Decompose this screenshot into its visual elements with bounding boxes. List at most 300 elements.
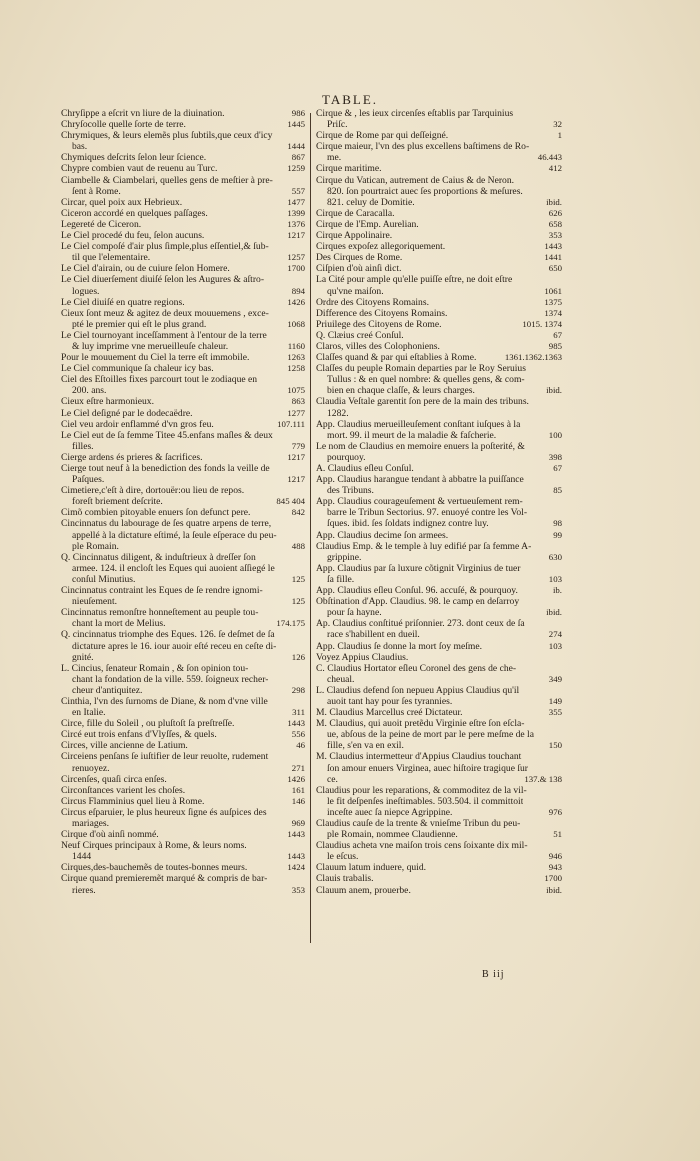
entry-text: Le nom de Claudius en memoire enuers la poſterité, & bbox=[316, 440, 525, 452]
index-entry bbox=[316, 685, 562, 707]
page-reference: 1068 bbox=[287, 318, 305, 329]
entry-text: Tullus : & en quel nombre: & quelles gens, & com- bbox=[327, 374, 525, 386]
index-entry bbox=[61, 230, 305, 241]
entry-text: Ciſpien d'où ainſi dict. bbox=[316, 263, 402, 275]
index-entry bbox=[61, 607, 305, 629]
entry-text: 200. ans. bbox=[72, 385, 107, 397]
index-entry bbox=[61, 718, 305, 729]
entry-text: pourquoy. bbox=[327, 451, 366, 463]
page-reference: 1441 bbox=[544, 252, 562, 263]
page-reference: 98 bbox=[553, 518, 562, 529]
entry-text: logues. bbox=[72, 285, 100, 297]
entry-text: Claudius pour les reparations, & commoditez de la vil- bbox=[316, 784, 527, 796]
entry-text: App. Claudius par ſa luxure cõtignit Virginius de tuer bbox=[316, 562, 521, 574]
index-entry bbox=[316, 641, 562, 652]
page-reference: 1445 bbox=[287, 119, 305, 130]
index-entry bbox=[316, 873, 562, 884]
entry-text: Le Ciel d'airain, ou de cuiure ſelon Homere. bbox=[61, 263, 230, 275]
index-entry bbox=[61, 274, 305, 296]
index-entry bbox=[316, 585, 562, 596]
index-entry bbox=[316, 308, 562, 319]
entry-text: Circus eſparuier, le plus heureux ſigne és auſpices des bbox=[61, 806, 267, 818]
index-entry bbox=[316, 363, 562, 396]
entry-text: Le Ciel diuiſé en quatre regions. bbox=[61, 296, 185, 308]
page-reference: 298 bbox=[291, 684, 305, 695]
entry-text: Difference des Citoyens Romains. bbox=[316, 307, 448, 319]
index-entry bbox=[61, 175, 305, 197]
entry-text: La Cité pour ample qu'elle puiſſe eſtre, ne doit eſtre bbox=[316, 274, 513, 286]
entry-text: ple Romain, nommee Claudienne. bbox=[327, 829, 458, 841]
index-entry bbox=[61, 696, 305, 718]
page-reference: 1424 bbox=[287, 862, 305, 873]
index-entry bbox=[61, 785, 305, 796]
entry-text: Ciambelle & Ciambelari, quelles gens de meſtier à pre- bbox=[61, 174, 273, 186]
index-entry bbox=[61, 396, 305, 407]
entry-text: App. Claudius merueilleuſement conſtant iuſques à la bbox=[316, 418, 521, 430]
entry-text: Cieux eſtre harmonieux. bbox=[61, 396, 154, 408]
index-entry bbox=[61, 330, 305, 352]
page-reference: 100 bbox=[548, 429, 562, 440]
page-reference: 355 bbox=[548, 707, 562, 718]
page-reference: 1376 bbox=[287, 218, 305, 229]
entry-text: Circonſtances varient les choſes. bbox=[61, 784, 186, 796]
entry-text: Le Ciel tournoyant inceſſamment à l'entour de la terre bbox=[61, 329, 267, 341]
entry-text: filles. bbox=[72, 440, 94, 452]
index-entry bbox=[61, 485, 305, 507]
index-entry bbox=[61, 774, 305, 785]
index-entry bbox=[316, 130, 562, 141]
entry-text: le fit deſpenſes ineſtimables. 503.504. il committoit bbox=[327, 795, 524, 807]
entry-text: Cirque de Caracalla. bbox=[316, 207, 395, 219]
index-entry bbox=[61, 430, 305, 452]
entry-text: Claudius acheta vne maiſon trois cens ſoixante dix mil- bbox=[316, 840, 528, 852]
entry-text: Cirque Appolinaire. bbox=[316, 230, 393, 242]
entry-text: ſques. ibid. ſes ſoldats indignez contre luy. bbox=[327, 518, 489, 530]
index-entry bbox=[61, 374, 305, 396]
index-entry bbox=[316, 785, 562, 818]
entry-text: M. Claudius Marcellus creé Dictateur. bbox=[316, 707, 463, 719]
page-reference: 349 bbox=[548, 673, 562, 684]
entry-text: til que l'elementaire. bbox=[72, 252, 151, 264]
page-reference: 103 bbox=[548, 573, 562, 584]
index-entry bbox=[316, 885, 562, 896]
page-reference: ibid. bbox=[546, 385, 562, 396]
entry-text: dictature apres le 16. iour auoir eſté receu en ceſte di- bbox=[72, 640, 277, 652]
page-reference: 1217 bbox=[287, 451, 305, 462]
entry-text: ple Romain. bbox=[72, 540, 119, 552]
entry-text: renuoyez. bbox=[72, 762, 110, 774]
entry-text: Q. Clæius creé Conſul. bbox=[316, 329, 404, 341]
page-reference: 412 bbox=[548, 163, 562, 174]
index-entry bbox=[316, 163, 562, 174]
page-reference: 271 bbox=[291, 762, 305, 773]
entry-text: Cirque maieur, l'vn des plus excellens baſtimens de Ro- bbox=[316, 141, 530, 153]
page-reference: 1477 bbox=[287, 196, 305, 207]
page-reference: 557 bbox=[291, 185, 305, 196]
entry-text: Cierge tout neuf à la benediction des fonds la veille de bbox=[61, 463, 270, 474]
index-entry bbox=[316, 463, 562, 474]
entry-text: Cincinnatus contraint les Eques de ſe rendre ignomi- bbox=[61, 585, 263, 597]
index-entry bbox=[316, 663, 562, 685]
entry-text: Cirques expoſez allegoriquement. bbox=[316, 241, 446, 253]
index-entry bbox=[316, 541, 562, 563]
entry-text: Ordre des Citoyens Romains. bbox=[316, 296, 429, 308]
entry-text: App. Claudius ſe donne la mort ſoy meſme. bbox=[316, 640, 482, 652]
page-reference: 867 bbox=[291, 152, 305, 163]
entry-text: ce. bbox=[327, 773, 338, 785]
index-entry bbox=[61, 729, 305, 740]
column-divider bbox=[310, 113, 311, 943]
page-reference: 149 bbox=[548, 695, 562, 706]
entry-text: Cirques,des-bauchemẽs de toutes-bonnes meurs. bbox=[61, 862, 248, 874]
right-column bbox=[316, 108, 562, 896]
page-reference: ib. bbox=[552, 585, 562, 596]
index-entry bbox=[316, 496, 562, 529]
page-reference: 1700 bbox=[544, 873, 562, 884]
page-reference: 146 bbox=[291, 795, 305, 806]
page-reference: 1263 bbox=[287, 352, 305, 363]
page-reference: 353 bbox=[291, 884, 305, 895]
index-entry bbox=[316, 618, 562, 640]
index-entry bbox=[316, 141, 562, 163]
index-entry bbox=[316, 241, 562, 252]
page-reference: 353 bbox=[548, 230, 562, 241]
page-reference: 1426 bbox=[287, 296, 305, 307]
page-reference: 842 bbox=[291, 507, 305, 518]
entry-text: armee. 124. il encloſt les Eques qui auoient aſſiegé le bbox=[72, 562, 275, 574]
entry-text: Claſſes quand & par qui eſtablies à Rome. bbox=[316, 352, 477, 364]
entry-text: Neuf Cirques principaux à Rome, & leurs noms. bbox=[61, 840, 247, 852]
page-reference: 398 bbox=[548, 451, 562, 462]
entry-text: en Italie. bbox=[72, 707, 106, 719]
index-entry bbox=[316, 474, 562, 496]
index-entry bbox=[316, 352, 562, 363]
index-entry bbox=[61, 585, 305, 607]
entry-text: fille, s'en va en exil. bbox=[327, 740, 404, 752]
page-reference: 1375 bbox=[544, 296, 562, 307]
index-entry bbox=[316, 274, 562, 296]
page-reference: 1258 bbox=[287, 363, 305, 374]
entry-text: pour ſa hayne. bbox=[327, 607, 382, 619]
entry-text: ue, abſous de la peine de mort par le pere meſme de la bbox=[327, 729, 534, 741]
entry-text: Ap. Claudius conſtitué priſonnier. 273. dont ceux de ſa bbox=[316, 618, 525, 630]
index-entry bbox=[61, 463, 305, 485]
page-reference: 1700 bbox=[287, 263, 305, 274]
index-entry bbox=[61, 263, 305, 274]
page-reference: 943 bbox=[548, 862, 562, 873]
page-reference: 969 bbox=[291, 818, 305, 828]
page-reference: 1399 bbox=[287, 207, 305, 218]
entry-text: L. Claudius defend ſon nepueu Appius Claudius qu'il bbox=[316, 684, 520, 696]
index-entry bbox=[61, 552, 305, 585]
index-entry bbox=[316, 652, 562, 663]
page-reference: 1160 bbox=[287, 340, 305, 351]
index-entry bbox=[316, 208, 562, 219]
entry-text: 820. ſon pourtraict auec ſes proportions & meſures. bbox=[327, 185, 523, 197]
index-entry bbox=[61, 663, 305, 696]
entry-text: Clauum anem, prouerbe. bbox=[316, 884, 411, 896]
entry-text: Circes, ville ancienne de Latium. bbox=[61, 740, 188, 752]
index-entry bbox=[316, 252, 562, 263]
page-reference: 107.111 bbox=[277, 418, 305, 429]
entry-text: Cirque maritime. bbox=[316, 163, 382, 175]
entry-text: Ciceron accordé en quelques paſſages. bbox=[61, 207, 208, 219]
page-reference: 650 bbox=[548, 263, 562, 274]
entry-text: barre le Tribun Sectorius. 97. enuoyé contre les Vol- bbox=[327, 507, 528, 519]
page-reference: 46.443 bbox=[537, 152, 562, 163]
entry-text: Chryſippe a eſcrit vn liure de la diuination. bbox=[61, 108, 225, 119]
entry-text: nieuſement. bbox=[72, 596, 118, 608]
page-reference: 985 bbox=[548, 340, 562, 351]
page-reference: 1075 bbox=[287, 385, 305, 396]
index-entry bbox=[61, 352, 305, 363]
page-reference: 1444 bbox=[287, 141, 305, 152]
index-entry bbox=[316, 230, 562, 241]
entry-text: A. Claudius eſleu Conſul. bbox=[316, 463, 414, 474]
index-entry bbox=[316, 840, 562, 862]
entry-text: mariages. bbox=[72, 818, 110, 829]
index-entry bbox=[61, 840, 305, 862]
page-reference: 626 bbox=[548, 207, 562, 218]
entry-text: Claudia Veſtale garentit ſon pere de la main des tribuns. bbox=[316, 396, 529, 408]
index-entry bbox=[316, 441, 562, 463]
page-reference: 1361.1362.1363 bbox=[504, 352, 562, 363]
entry-text: M. Claudius intermetteur d'Appius Claudius touchant bbox=[316, 751, 522, 763]
page-reference: 863 bbox=[291, 396, 305, 407]
index-entry bbox=[61, 740, 305, 751]
index-entry bbox=[61, 829, 305, 840]
index-entry bbox=[61, 197, 305, 208]
entry-text: Q. cincinnatus triomphe des Eques. 126. ſe deſmet de ſa bbox=[61, 629, 275, 641]
entry-text: des Tribuns. bbox=[327, 485, 374, 497]
entry-text: conſul Minutius. bbox=[72, 573, 136, 585]
page-reference: 67 bbox=[553, 329, 562, 340]
entry-text: bas. bbox=[72, 141, 88, 153]
index-entry bbox=[61, 751, 305, 773]
index-entry bbox=[61, 108, 305, 119]
entry-text: Legereté de Ciceron. bbox=[61, 218, 142, 230]
index-entry bbox=[61, 241, 305, 263]
entry-text: chant la fondation de la ville. 559. ſoigneux recher- bbox=[72, 673, 269, 685]
entry-text: Priſc. bbox=[327, 119, 348, 131]
index-entry bbox=[61, 807, 305, 829]
entry-text: le eſcus. bbox=[327, 851, 359, 863]
entry-text: Circe, fille du Soleil , ou pluſtoſt ſa preſtreſſe. bbox=[61, 718, 235, 730]
entry-text: Chrymiques, & leurs elemẽs plus ſubtils,que ceux d'icy bbox=[61, 130, 273, 142]
index-entry bbox=[316, 596, 562, 618]
index-entry bbox=[61, 152, 305, 163]
page-reference: 161 bbox=[291, 784, 305, 795]
entry-text: M. Claudius, qui auoit pretẽdu Virginie eſtre ſon eſcla- bbox=[316, 718, 525, 730]
entry-text: App. Claudius decime ſon armees. bbox=[316, 529, 449, 541]
index-entry bbox=[316, 530, 562, 541]
entry-text: Le Ciel diuerſement diuiſé ſelon les Augures & aſtro- bbox=[61, 274, 265, 286]
page-reference: 125 bbox=[291, 596, 305, 607]
page-reference: 779 bbox=[291, 440, 305, 451]
page-reference: 1443 bbox=[544, 241, 562, 252]
entry-text: auoit tant hay pour ſes tyrannies. bbox=[327, 695, 453, 707]
entry-text: Cimõ combien pitoyable enuers ſon defunct pere. bbox=[61, 507, 251, 519]
entry-text: ſent à Rome. bbox=[72, 185, 121, 197]
entry-text: L. Cincius, ſenateur Romain , & ſon opinion tou- bbox=[61, 662, 249, 674]
entry-text: & luy imprime vne merueilleuſe chaleur. bbox=[72, 340, 229, 352]
entry-text: Circé eut trois enfans d'Vlyſſes, & quels. bbox=[61, 729, 217, 741]
entry-text: mort. 99. il meurt de la maladie & faſcherie. bbox=[327, 429, 497, 441]
page-reference: 1217 bbox=[287, 474, 305, 485]
entry-text: pté le premier qui eſt le plus grand. bbox=[72, 318, 207, 330]
index-entry bbox=[61, 119, 305, 130]
page-reference: 1443 bbox=[287, 718, 305, 729]
entry-text: Chymiques deſcrits ſelon leur ſcience. bbox=[61, 152, 207, 164]
entry-text: rieres. bbox=[72, 884, 96, 896]
entry-text: Claudius cauſe de la trente & vnieſme Tribun du peu- bbox=[316, 818, 521, 829]
page-reference: 32 bbox=[553, 119, 562, 130]
entry-text: App. Claudius harangue tendant à abbatre la puiſſance bbox=[316, 474, 524, 486]
entry-text: gnité. bbox=[72, 651, 94, 663]
entry-text: 1444 bbox=[72, 851, 92, 863]
index-entry bbox=[316, 330, 562, 341]
entry-text: cheur d'antiquitez. bbox=[72, 684, 143, 696]
entry-text: Des Cirques de Rome. bbox=[316, 252, 403, 264]
entry-text: C. Claudius Hortator eſleu Coronel des gens de che- bbox=[316, 662, 517, 674]
page-reference: 946 bbox=[548, 851, 562, 862]
index-entry bbox=[61, 130, 305, 152]
index-entry bbox=[316, 707, 562, 718]
page-reference: 1217 bbox=[287, 230, 305, 241]
entry-text: Circeiens penſans ſe iuſtifier de leur reuolte, rudement bbox=[61, 751, 269, 763]
index-entry bbox=[61, 507, 305, 518]
entry-text: Cirque de l'Emp. Aurelian. bbox=[316, 218, 419, 230]
entry-text: 821. celuy de Domitie. bbox=[327, 196, 415, 208]
entry-text: Circenſes, quaſi circa enſes. bbox=[61, 773, 167, 785]
index-entry bbox=[61, 518, 305, 551]
page-reference: 488 bbox=[291, 540, 305, 551]
index-entry bbox=[316, 175, 562, 208]
entry-text: Chypre combien vaut de reuenu au Turc. bbox=[61, 163, 218, 175]
entry-text: Circar, quel poix aux Hebrieux. bbox=[61, 196, 183, 208]
page-reference: 1426 bbox=[287, 773, 305, 784]
index-entry bbox=[61, 308, 305, 330]
page-reference: 986 bbox=[291, 108, 305, 118]
index-entry bbox=[61, 219, 305, 230]
page-reference: 1443 bbox=[287, 851, 305, 862]
index-entry bbox=[316, 219, 562, 230]
index-entry bbox=[61, 862, 305, 873]
entry-text: race s'habillent en dueil. bbox=[327, 629, 420, 641]
page-reference: 67 bbox=[553, 463, 562, 473]
entry-text: me. bbox=[327, 152, 342, 164]
page-reference: 174.175 bbox=[276, 618, 305, 629]
entry-text: grippine. bbox=[327, 551, 362, 563]
page-reference: 1 bbox=[557, 130, 562, 141]
index-entry bbox=[316, 862, 562, 873]
index-entry bbox=[61, 452, 305, 463]
page-reference: 845 404 bbox=[276, 496, 305, 507]
page-reference: 274 bbox=[548, 629, 562, 640]
page-reference: ibid. bbox=[546, 196, 562, 207]
index-entry bbox=[61, 796, 305, 807]
page-reference: 1259 bbox=[287, 163, 305, 174]
index-entry bbox=[61, 419, 305, 430]
entry-text: ſon amour enuers Virginea, auec hiſtoire tragique ſur bbox=[327, 762, 529, 774]
entry-text: Cirque d'où ainſi nommé. bbox=[61, 829, 159, 841]
entry-text: Ciel des Eſtoilles fixes parcourt tout le zodiaque en bbox=[61, 374, 258, 386]
page-reference: 894 bbox=[291, 285, 305, 296]
page-reference: 658 bbox=[548, 218, 562, 229]
entry-text: Priuilege des Citoyens de Rome. bbox=[316, 318, 442, 330]
running-header: TABLE. bbox=[321, 92, 379, 107]
index-entry bbox=[316, 751, 562, 784]
index-entry bbox=[316, 297, 562, 308]
entry-text: bien en chaque claſſe, & leurs charges. bbox=[327, 385, 475, 397]
page-reference: 630 bbox=[548, 551, 562, 562]
entry-text: Cirque du Vatican, autrement de Caius & de Neron. bbox=[316, 174, 515, 186]
entry-text: Cimetiere,c'eſt à dire, dortouër:ou lieu de repos. bbox=[61, 485, 245, 497]
entry-text: Cincinnatus remonſtre honneſtement au peuple tou- bbox=[61, 607, 259, 619]
entry-text: Claros, villes des Colophoniens. bbox=[316, 340, 440, 352]
page-reference: 976 bbox=[548, 806, 562, 817]
entry-text: Le Ciel eut de ſa femme Titee 45.enfans maſles & deux bbox=[61, 429, 273, 441]
entry-text: Clauum latum induere, quid. bbox=[316, 862, 427, 874]
entry-text: Cirque quand premieremẽt marqué & compris de bar- bbox=[61, 873, 268, 885]
page-reference: 126 bbox=[291, 651, 305, 662]
index-entry bbox=[316, 108, 562, 130]
entry-text: Cierge ardens és prieres & ſacrifices. bbox=[61, 451, 203, 463]
page-reference: 1374 bbox=[544, 307, 562, 318]
entry-text: appellé à la dictature eſtimé, la ſeule eſperace du peu- bbox=[72, 529, 277, 541]
entry-text: Cirque de Rome par qui deſſeigné. bbox=[316, 130, 449, 142]
entry-text: Pour le mouuement du Ciel la terre eſt immobile. bbox=[61, 352, 250, 364]
index-entry bbox=[61, 163, 305, 174]
page-reference: 1061 bbox=[544, 285, 562, 296]
entry-text: App. Claudius eſleu Conſul. 96. accuſé, & pourquoy. bbox=[316, 585, 518, 597]
entry-text: Le Ciel communique ſa chaleur icy bas. bbox=[61, 363, 214, 375]
page-reference: ibid. bbox=[546, 884, 562, 895]
index-entry bbox=[316, 818, 562, 840]
entry-text: inceſte auec ſa niepce Agrippine. bbox=[327, 806, 453, 818]
page-reference: 125 bbox=[291, 573, 305, 584]
page-reference: 1443 bbox=[287, 829, 305, 840]
page-reference: 51 bbox=[553, 829, 562, 840]
index-entry bbox=[61, 629, 305, 662]
entry-text: Circus Flamminius quel lieu à Rome. bbox=[61, 795, 205, 807]
page-reference: 103 bbox=[548, 640, 562, 651]
index-entry bbox=[316, 396, 562, 418]
page-reference: 311 bbox=[292, 707, 305, 718]
entry-text: Cirque & , les ieux circenſes eſtablis par Tarquinius bbox=[316, 108, 514, 119]
entry-text: Obſtination d'App. Claudius. 98. le camp en deſarroy bbox=[316, 596, 520, 608]
signature-mark: B iij bbox=[482, 969, 505, 980]
entry-text: Ciel veu ardoir enflammé d'vn gros feu. bbox=[61, 418, 214, 430]
entry-text: cheual. bbox=[327, 673, 355, 685]
entry-text: App. Claudius courageuſement & vertueuſement rem- bbox=[316, 496, 523, 508]
entry-text: Le Ciel deſigné par le dodecaëdre. bbox=[61, 407, 193, 419]
index-entry bbox=[61, 297, 305, 308]
index-entry bbox=[61, 208, 305, 219]
index-entry bbox=[61, 873, 305, 895]
entry-text: Cinthia, l'vn des ſurnoms de Diane, & nom d'vne ville bbox=[61, 695, 268, 707]
index-entry bbox=[316, 718, 562, 751]
page-reference: 1015. 1374 bbox=[522, 318, 562, 329]
entry-text: Q. Cincinnatus diligent, & induſtrieux à dreſſer ſon bbox=[61, 551, 256, 563]
entry-text: Claudius Emp. & le temple à luy edifié par ſa femme A- bbox=[316, 540, 532, 552]
entry-text: Le Ciel compoſé d'air plus ſimple,plus eſſentiel,& ſub- bbox=[61, 241, 269, 253]
page-reference: ibid. bbox=[546, 607, 562, 618]
page-reference: 1257 bbox=[287, 252, 305, 263]
index-entry bbox=[61, 408, 305, 419]
entry-text: Chryſocolle quelle ſorte de terre. bbox=[61, 119, 186, 131]
entry-text: foreſt briement deſcrite. bbox=[72, 496, 163, 508]
